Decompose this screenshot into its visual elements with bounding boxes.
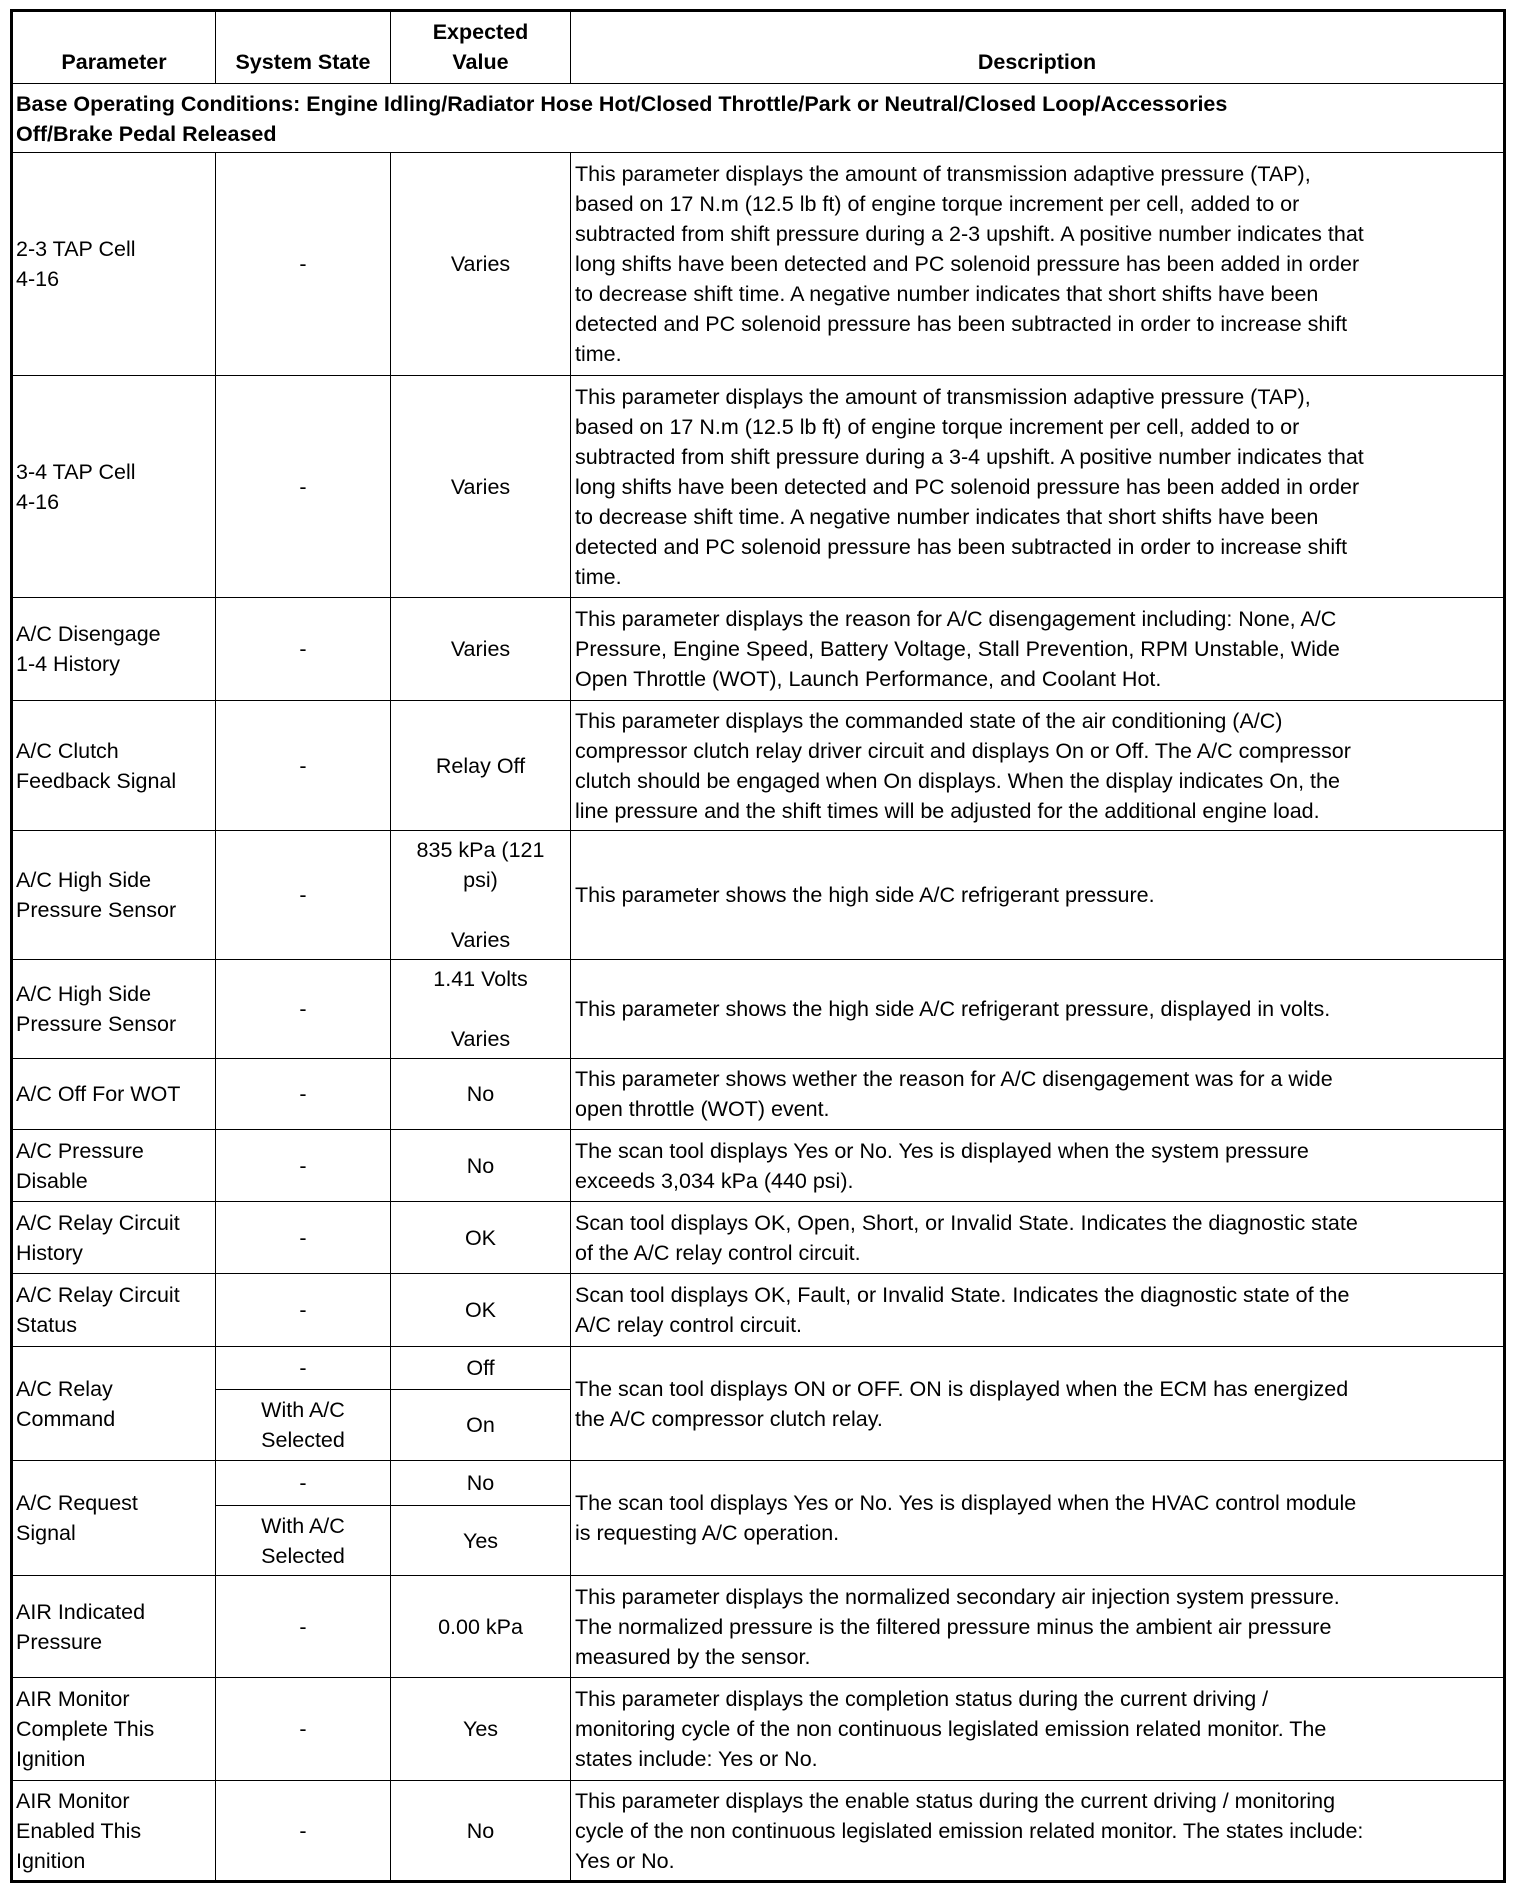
base-conditions: Base Operating Conditions: Engine Idling/Radiator Hose Hot/Closed Throttle/Park or Neutral/Closed Loop/Accessories Off/Brake Pedal Released: [12, 84, 1505, 153]
parameter-cell: A/C Relay Circuit History: [12, 1202, 216, 1274]
system-state-cell: -: [216, 598, 391, 701]
description-cell: This parameter displays the amount of transmission adaptive pressure (TAP), based on 17 N.m (12.5 lb ft) of engine torque increment per cell, added to or subtracted from shift pressure during a 2-3 upshift. A positive number indicates that long shifts have been detected and PC solenoid pressure has been added in order to decrease shift time. A negative number indicates that short shifts have been detected and PC solenoid pressure has been subtracted in order to increase shift time.: [571, 153, 1505, 376]
system-state-cell: -: [216, 1274, 391, 1347]
system-state-cell: -: [216, 1576, 391, 1678]
parameter-cell: A/C Relay Command: [12, 1347, 216, 1461]
expected-value-cell: On: [391, 1390, 571, 1461]
description-cell: Scan tool displays OK, Fault, or Invalid State. Indicates the diagnostic state of the A/C relay control circuit.: [571, 1274, 1505, 1347]
parameter-cell: AIR Monitor Complete This Ignition: [12, 1678, 216, 1781]
table-row: [12, 1059, 1505, 1130]
description-cell: This parameter displays the reason for A/C disengagement including: None, A/C Pressure, Engine Speed, Battery Voltage, Stall Prevention, RPM Unstable, Wide Open Throttle (WOT), Launch Performance, and Coolant Hot.: [571, 598, 1505, 701]
table-row: [12, 1678, 1505, 1781]
parameter-cell: A/C Off For WOT: [12, 1059, 216, 1130]
header-parameter: Parameter: [12, 11, 216, 84]
system-state-cell: -: [216, 1059, 391, 1130]
description-cell: This parameter displays the completion status during the current driving / monitoring cycle of the non continuous legislated emission related monitor. The states include: Yes or No.: [571, 1678, 1505, 1781]
table-row: [12, 831, 1505, 960]
table-row: [12, 1274, 1505, 1347]
table-row: [12, 598, 1505, 701]
description-cell: This parameter shows the high side A/C refrigerant pressure.: [571, 831, 1505, 960]
expected-value-cell: 1.41 Volts Varies: [391, 960, 571, 1059]
expected-value-cell: Varies: [391, 376, 571, 598]
expected-value-cell: No: [391, 1461, 571, 1506]
system-state-cell: -: [216, 701, 391, 831]
description-cell: This parameter displays the normalized secondary air injection system pressure. The normalized pressure is the filtered pressure minus the ambient air pressure measured by the sensor.: [571, 1576, 1505, 1678]
parameter-cell: A/C High Side Pressure Sensor: [12, 960, 216, 1059]
expected-value-cell: Varies: [391, 598, 571, 701]
description-cell: The scan tool displays ON or OFF. ON is displayed when the ECM has energized the A/C compressor clutch relay.: [571, 1347, 1505, 1461]
header-system-state: System State: [216, 11, 391, 84]
system-state-cell: -: [216, 1461, 391, 1506]
table-row: [12, 1576, 1505, 1678]
parameter-cell: 2-3 TAP Cell 4-16: [12, 153, 216, 376]
expected-value-cell: Varies: [391, 153, 571, 376]
description-cell: This parameter displays the enable status during the current driving / monitoring cycle of the non continuous legislated emission related monitor. The states include: Yes or No.: [571, 1781, 1505, 1882]
description-cell: This parameter displays the commanded state of the air conditioning (A/C) compressor clutch relay driver circuit and displays On or Off. The A/C compressor clutch should be engaged when On displays. When the display indicates On, the line pressure and the shift times will be adjusted for the additional engine load.: [571, 701, 1505, 831]
system-state-cell: -: [216, 153, 391, 376]
description-cell: The scan tool displays Yes or No. Yes is displayed when the system pressure exceeds 3,034 kPa (440 psi).: [571, 1130, 1505, 1202]
expected-value-cell: 835 kPa (121 psi) Varies: [391, 831, 571, 960]
parameter-table: [10, 9, 1506, 1883]
expected-value-cell: OK: [391, 1202, 571, 1274]
parameter-cell: AIR Indicated Pressure: [12, 1576, 216, 1678]
description-cell: This parameter displays the amount of transmission adaptive pressure (TAP), based on 17 N.m (12.5 lb ft) of engine torque increment per cell, added to or subtracted from shift pressure during a 3-4 upshift. A positive number indicates that long shifts have been detected and PC solenoid pressure has been added in order to decrease shift time. A negative number indicates that short shifts have been detected and PC solenoid pressure has been subtracted in order to increase shift time.: [571, 376, 1505, 598]
expected-value-cell: Relay Off: [391, 701, 571, 831]
expected-value-cell: 0.00 kPa: [391, 1576, 571, 1678]
parameter-cell: A/C Request Signal: [12, 1461, 216, 1576]
table-row: [12, 1461, 1505, 1506]
expected-value-cell: Yes: [391, 1506, 571, 1576]
parameter-cell: A/C Pressure Disable: [12, 1130, 216, 1202]
description-cell: This parameter shows the high side A/C refrigerant pressure, displayed in volts.: [571, 960, 1505, 1059]
system-state-cell: -: [216, 1347, 391, 1390]
system-state-cell: -: [216, 1130, 391, 1202]
system-state-cell: With A/C Selected: [216, 1390, 391, 1461]
parameter-cell: AIR Monitor Enabled This Ignition: [12, 1781, 216, 1882]
header-description: Description: [571, 11, 1505, 84]
parameter-cell: A/C Relay Circuit Status: [12, 1274, 216, 1347]
expected-value-cell: Off: [391, 1347, 571, 1390]
parameter-cell: 3-4 TAP Cell 4-16: [12, 376, 216, 598]
system-state-cell: -: [216, 960, 391, 1059]
table-row: [12, 1347, 1505, 1390]
table-row: [12, 701, 1505, 831]
expected-value-cell: Yes: [391, 1678, 571, 1781]
description-cell: The scan tool displays Yes or No. Yes is displayed when the HVAC control module is requesting A/C operation.: [571, 1461, 1505, 1576]
system-state-cell: -: [216, 376, 391, 598]
expected-value-cell: No: [391, 1130, 571, 1202]
parameter-cell: A/C Clutch Feedback Signal: [12, 701, 216, 831]
table-row: [12, 1130, 1505, 1202]
table-row: [12, 1202, 1505, 1274]
base-conditions-row: [12, 84, 1505, 153]
description-cell: Scan tool displays OK, Open, Short, or Invalid State. Indicates the diagnostic state of the A/C relay control circuit.: [571, 1202, 1505, 1274]
parameter-cell: A/C Disengage 1-4 History: [12, 598, 216, 701]
system-state-cell: -: [216, 1202, 391, 1274]
header-row: [12, 11, 1505, 84]
header-expected-value: Expected Value: [391, 11, 571, 84]
table-row: [12, 376, 1505, 598]
table-row: [12, 1781, 1505, 1882]
parameter-cell: A/C High Side Pressure Sensor: [12, 831, 216, 960]
system-state-cell: With A/C Selected: [216, 1506, 391, 1576]
system-state-cell: -: [216, 1678, 391, 1781]
expected-value-cell: OK: [391, 1274, 571, 1347]
system-state-cell: -: [216, 831, 391, 960]
description-cell: This parameter shows wether the reason for A/C disengagement was for a wide open throttle (WOT) event.: [571, 1059, 1505, 1130]
system-state-cell: -: [216, 1781, 391, 1882]
table-row: [12, 153, 1505, 376]
table-row: [12, 960, 1505, 1059]
expected-value-cell: No: [391, 1781, 571, 1882]
expected-value-cell: No: [391, 1059, 571, 1130]
